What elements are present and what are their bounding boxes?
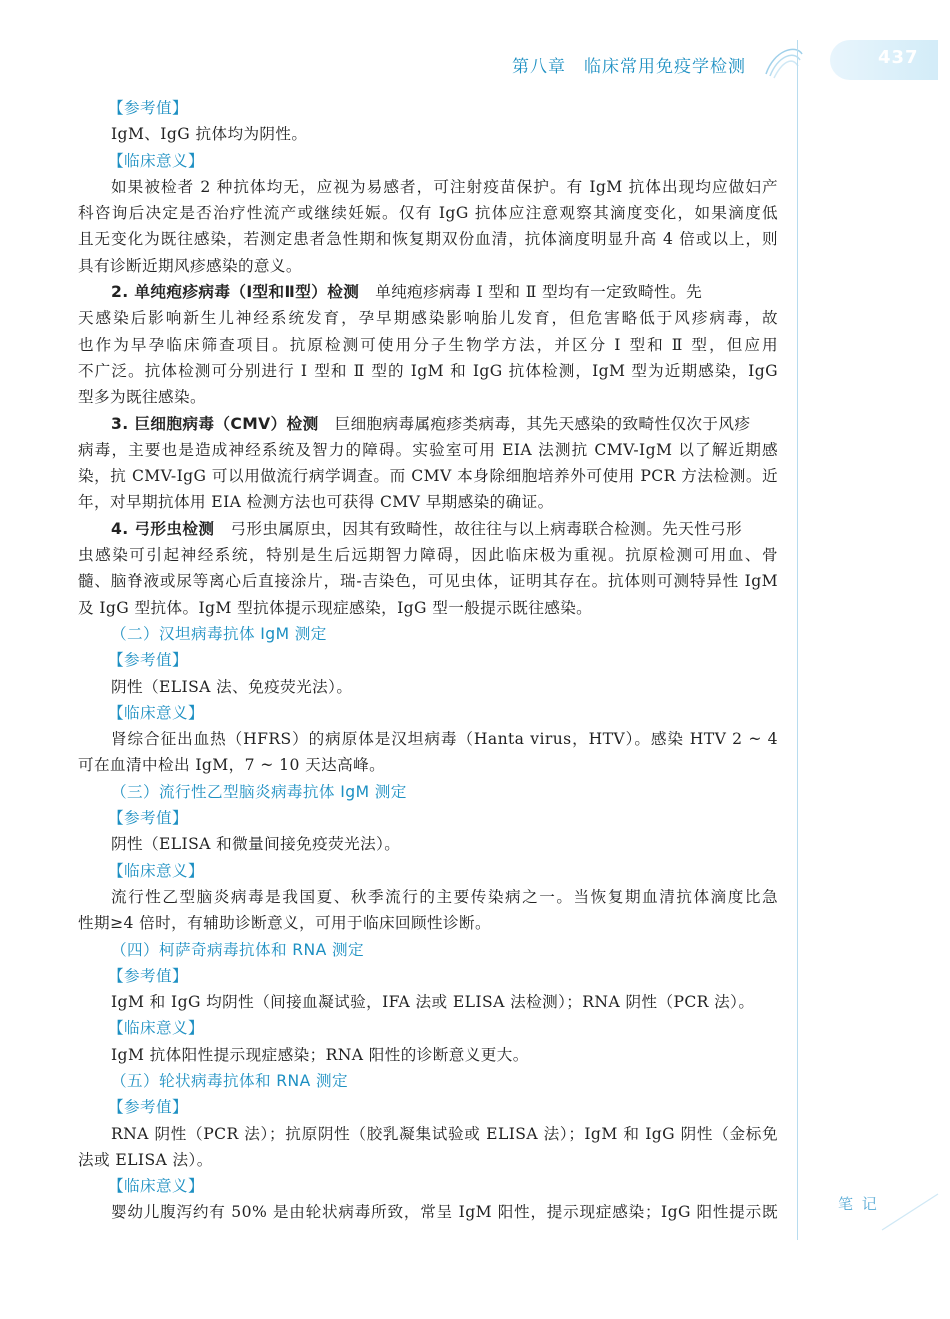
clinical-significance-heading: 【临床意义】 [108,1177,204,1196]
paragraph-line: 也作为早孕临床筛查项目。抗原检测可使用分子生物学方法，并区分 Ⅰ 型和 Ⅱ 型，但应用 [78,335,778,354]
paragraph-line: 阴性（ELISA 法、免疫荧光法）。 [111,677,353,696]
paragraph-line: 虫感染可引起神经系统，特别是生后远期智力障碍，因此临床极为重视。抗原检测可用血、骨 [78,546,778,565]
subsection-heading-coxsackie: （四）柯萨奇病毒抗体和 RNA 测定 [111,940,364,959]
paragraph-line: 阴性（ELISA 和微量间接免疫荧光法）。 [111,835,401,854]
reference-value-heading: 【参考值】 [108,99,188,117]
clinical-significance-heading: 【临床意义】 [108,703,204,722]
paragraph-line [78,411,778,437]
paragraph-line: 婴幼儿腹泻约有 50% 是由轮状病毒所致，常呈 IgM 阳性，提示现症感染；IgG 阳性提示既 [111,1203,778,1222]
subsection-heading-hantavirus: （二）汉坦病毒抗体 IgM 测定 [111,624,327,643]
reference-value-heading: 【参考值】 [108,809,188,828]
paragraph-line: 性期≥4 倍时，有辅助诊断意义，可用于临床回顾性诊断。 [78,914,491,933]
paragraph-line: 可在血清中检出 IgM，7 ~ 10 天达高峰。 [78,756,386,775]
margin-rule [797,40,798,1240]
paragraph-line: 科咨询后决定是否治疗性流产或继续妊娠。仅有 IgG 抗体应注意观察其滴度变化，如果滴度低 [78,204,778,223]
paragraph-line: 流行性乙型脑炎病毒是我国夏、秋季流行的主要传染病之一。当恢复期血清抗体滴度比急 [111,887,778,906]
body-text [78,95,778,1226]
paragraph-line: IgM 和 IgG 均阴性（间接血凝试验，IFA 法或 ELISA 法检测）；RNA 阴性（PCR 法）。 [111,993,755,1012]
notes-decoration-icon [880,1192,940,1232]
paragraph-line: 年，对早期抗体用 EIA 检测方法也可获得 CMV 早期感染的确证。 [78,493,554,512]
paragraph-line: 髓、脑脊液或尿等离心后直接涂片，瑞-吉染色，可见虫体，证明其存在。抗体则可测特异性 IgM [78,572,778,591]
paragraph-line: 肾综合征出血热（HFRS）的病原体是汉坦病毒（Hanta virus，HTV）。感染 HTV 2 ~ 4 [111,730,778,749]
paragraph-line [78,279,778,305]
paragraph-line: RNA 阴性（PCR 法）；抗原阴性（胶乳凝集试验或 ELISA 法）；IgM 和 IgG 阴性（金标免 [111,1124,778,1143]
reference-value-heading: 【参考值】 [108,651,188,670]
paragraph-line: IgM 抗体阳性提示现症感染；RNA 阳性的诊断意义更大。 [111,1045,529,1064]
paragraph-line: 且无变化为既往感染，若测定患者急性期和恢复期双份血清，抗体滴度明显升高 4 倍或以上，则 [78,230,778,249]
paragraph-line: IgM、IgG 抗体均为阴性。 [111,125,308,144]
notes-label: 笔 记 [838,1195,879,1213]
subsection-heading-jev: （三）流行性乙型脑炎病毒抗体 IgM 测定 [111,782,407,801]
subsection-heading-rotavirus: （五）轮状病毒抗体和 RNA 测定 [111,1071,349,1090]
paragraph-text: 巨细胞病毒属疱疹类病毒，其先天感染的致畸性仅次于风疹 [318,414,751,433]
clinical-significance-heading: 【临床意义】 [108,151,204,170]
clinical-significance-heading: 【临床意义】 [108,1019,204,1038]
paragraph-text: 单纯疱疹病毒 Ⅰ 型和 Ⅱ 型均有一定致畸性。先 [359,283,703,302]
chapter-title: 第八章 临床常用免疫学检测 [512,57,746,77]
paragraph-line: 型多为既往感染。 [78,388,206,407]
paragraph-line: 染，抗 CMV-IgG 可以用做流行病学调查。而 CMV 本身除细胞培养外可使用 PCR 方法检测。近 [78,467,778,486]
section-heading-toxoplasma: 4. 弓形虫检测 [111,519,215,538]
swirl-decoration-icon [762,40,806,80]
paragraph-line: 病毒，主要也是造成神经系统及智力的障碍。实验室可用 EIA 法测抗 CMV-IgM 以了解近期感 [78,440,778,459]
reference-value-heading: 【参考值】 [108,966,188,985]
paragraph-text: 弓形虫属原虫，因其有致畸性，故往往与以上病毒联合检测。先天性弓形 [214,519,743,538]
section-heading-hsv: 2. 单纯疱疹病毒（Ⅰ型和Ⅱ型）检测 [111,283,360,302]
paragraph-line: 及 IgG 型抗体。IgM 型抗体提示现症感染，IgG 型一般提示既往感染。 [78,598,593,617]
reference-value-heading: 【参考值】 [108,1098,188,1117]
page-number: 437 [878,47,919,68]
paragraph-line [78,516,778,542]
clinical-significance-heading: 【临床意义】 [108,861,204,880]
section-heading-cmv: 3. 巨细胞病毒（CMV）检测 [111,414,319,433]
paragraph-line: 如果被检者 2 种抗体均无，应视为易感者，可注射疫苗保护。有 IgM 抗体出现均应做妇产 [111,177,778,196]
paragraph-line: 天感染后影响新生儿神经系统发育，孕早期感染影响胎儿发育，但危害略低于风疹病毒，故 [78,309,778,328]
paragraph-line: 具有诊断近期风疹感染的意义。 [78,256,302,275]
paragraph-line: 不广泛。抗体检测可分别进行 Ⅰ 型和 Ⅱ 型的 IgM 和 IgG 抗体检测，IgM 型为近期感染，IgG [78,361,778,380]
paragraph-line: 法或 ELISA 法）。 [78,1150,213,1169]
